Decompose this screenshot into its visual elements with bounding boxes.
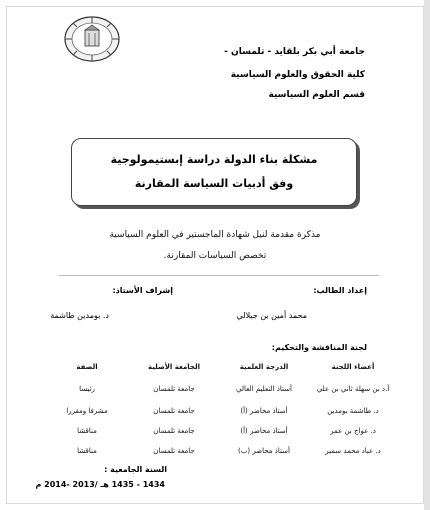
committee-row-3-member: د. عواج بن عمر [330, 427, 376, 435]
committee-row-1-member: أ.د بن سهلة ثاني بن علي [316, 385, 390, 393]
committee-row-4-member: د. عباد محمد سمير [325, 447, 381, 455]
committee-header-member: أعضاء اللجنة [331, 363, 375, 371]
committee-row-2-university: جامعة تلمسان [153, 407, 195, 415]
academic-year-label: السنة الجامعية : [104, 465, 167, 474]
supervisor-name: د. بومدين طاشمة [50, 311, 109, 320]
specialization: تخصص السياسات المقارنة. [163, 251, 267, 261]
academic-year-value: 1434 - 1435 هـ /2013 -2014 م [35, 480, 165, 489]
supervision-label: إشراف الأستاذ: [112, 286, 173, 295]
committee-row-1-role: رئيسا [79, 385, 95, 393]
page-edge-shadow [424, 0, 430, 510]
committee-row-1-university: جامعة تلمسان [153, 385, 195, 393]
committee-label: لجنة المناقشة والتحكيم: [271, 343, 367, 352]
committee-row-2-rank: أستاذ محاضر (أ) [240, 407, 288, 415]
department-name: قسم العلوم السياسية [268, 90, 365, 100]
committee-row-3-university: جامعة تلمسان [153, 427, 195, 435]
student-name: محمد أمين بن جيلالي [236, 311, 307, 320]
committee-row-1-rank: أستاذ التعليم العالي [236, 385, 292, 393]
committee-row-2-role: مشرفا ومقررا [66, 407, 108, 415]
document-page [6, 6, 424, 504]
committee-header-university: الجامعة الأصلية [147, 363, 200, 371]
thesis-title-line-1: مشكلة بناء الدولة دراسة إبستيمولوجية [110, 153, 318, 166]
section-divider [59, 275, 379, 276]
committee-header-rank: الدرجة العلمية [239, 363, 289, 371]
committee-header-role: الصفة [76, 363, 98, 371]
committee-row-4-role: مناقشا [77, 447, 97, 455]
committee-row-2-member: د. طاشمة بومدين [327, 407, 379, 415]
committee-row-4-rank: أستاذ محاضر (ب) [238, 447, 290, 455]
university-seal-logo [63, 15, 121, 63]
degree-description: مذكرة مقدمة لنيل شهادة الماجستير في العلوم السياسية [109, 230, 321, 240]
committee-row-3-rank: أستاذ محاضر (أ) [240, 427, 288, 435]
committee-row-4-university: جامعة تلمسان [153, 447, 195, 455]
thesis-title-box [71, 138, 357, 206]
thesis-title-line-2: وفق أدبيات السياسة المقارنة [134, 177, 294, 190]
prepared-by-label: إعداد الطالب: [313, 286, 367, 295]
university-name: جامعة أبي بكر بلقايد - تلمسان - [224, 47, 365, 57]
committee-row-3-role: مناقشا [77, 427, 97, 435]
faculty-name: كلية الحقوق والعلوم السياسية [230, 70, 365, 80]
